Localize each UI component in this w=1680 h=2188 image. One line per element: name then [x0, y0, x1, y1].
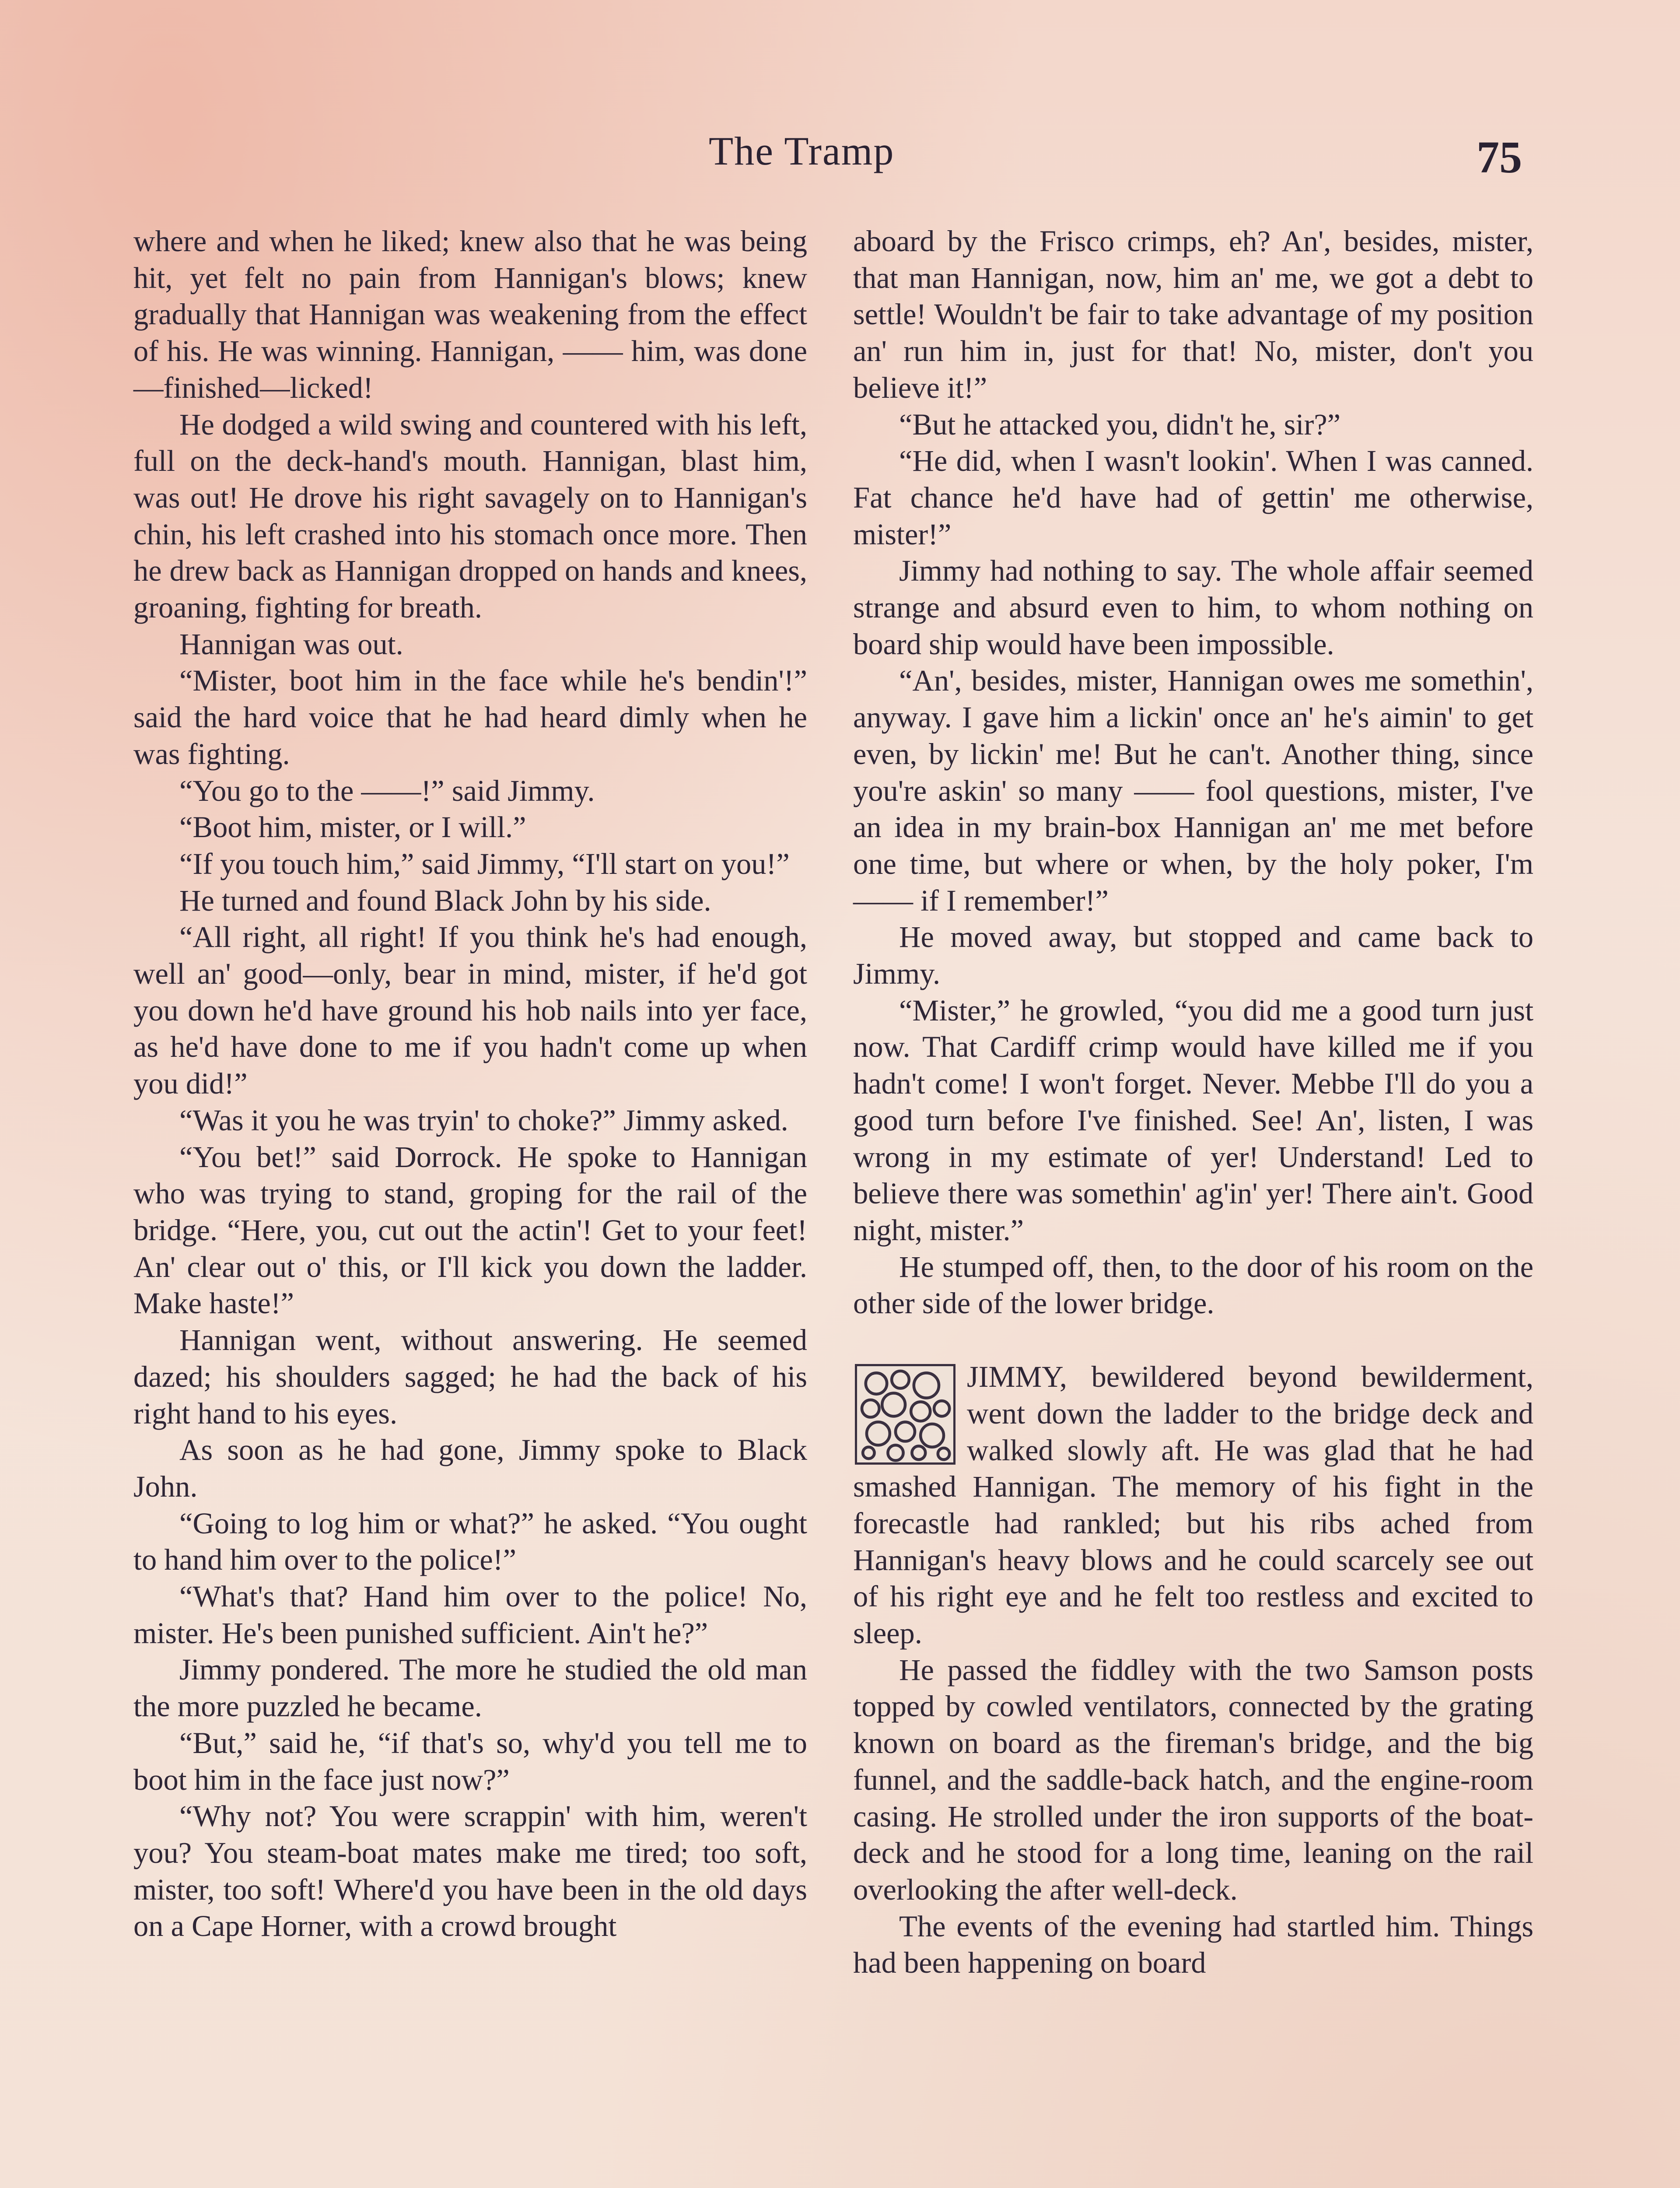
- dropcap-text: JIMMY, bewildered beyond bewilderment, went down the ladder to the bridge deck and walked slowly aft. He was glad that he had smashed Hannigan. The memory of his fight in the forecastle had rankled; but his ribs ached from Hannigan's heavy blows and he could scarcely see out of his right eye and he felt too restless and excited to sleep.: [853, 1360, 1533, 1650]
- paragraph: “Mister, boot him in the face while he's bendin'!” said the hard voice that he had heard dimly when he was fighting.: [133, 664, 807, 771]
- paragraph: He dodged a wild swing and countered with his left, full on the deck-hand's mouth. Hannigan, blast him, was out! He drove his right savagely on to Hannigan's chin, his left crashed into his stomach once more. Then he drew back as Hannigan dropped on hands and knees, groaning, fighting for breath.: [133, 407, 807, 624]
- paragraph: He moved away, but stopped and came back to Jimmy.: [853, 920, 1533, 991]
- paragraph: As soon as he had gone, Jimmy spoke to Black John.: [133, 1433, 807, 1503]
- paragraph: “You bet!” said Dorrock. He spoke to Hannigan who was trying to stand, groping for the rail of the bridge. “Here, you, cut out the actin'! Get to your feet! An' clear out o' this, or I'll kick you down the ladder. Make haste!”: [133, 1140, 807, 1320]
- paragraph: Hannigan went, without answering. He seemed dazed; his shoulders sagged; he had the back of his right hand to his eyes.: [133, 1323, 807, 1430]
- left-column: [133, 223, 807, 1945]
- paragraph: “All right, all right! If you think he's had enough, well an' good—only, bear in mind, mister, if he'd got you down he'd have ground his hob nails into yer face, as he'd have done to me if you hadn't come up when you did!”: [133, 920, 807, 1101]
- paragraph: He turned and found Black John by his side.: [179, 884, 711, 917]
- dropcap-paragraph: [853, 1359, 1533, 1652]
- paragraph: “Boot him, mister, or I will.”: [179, 810, 526, 844]
- paragraph: He passed the fiddley with the two Samson posts topped by cowled ventilators, connected by the grating known on board as the fireman's bridge, and the big funnel, and the saddle-back hatch, and the engine-room casing. He strolled under the iron supports of the boat-deck and he stood for a long time, leaning on the rail overlooking the after well-deck.: [853, 1653, 1533, 1906]
- paragraph: “Mister,” he growled, “you did me a good turn just now. That Cardiff crimp would have killed me if you hadn't come! I won't forget. Never. Mebbe I'll do you a good turn before I've finished. See! An', listen, I was wrong in my estimate of yer! Understand! Led to believe there was somethin' ag'in' yer! There ain't. Good night, mister.”: [853, 993, 1533, 1247]
- paragraph: “If you touch him,” said Jimmy, “I'll start on you!”: [179, 847, 790, 880]
- paragraph: “But he attacked you, didn't he, sir?”: [899, 407, 1341, 441]
- paragraph: “But,” said he, “if that's so, why'd you tell me to boot him in the face just now?”: [133, 1726, 807, 1796]
- paragraph: aboard by the Frisco crimps, eh? An', besides, mister, that man Hannigan, now, him an' me, we got a debt to settle! Wouldn't be fair to take advantage of my position an' run him in, just for that! No, mister, don't you believe it!”: [853, 224, 1533, 404]
- paragraph: He stumped off, then, to the door of his room on the other side of the lower bridge.: [853, 1250, 1533, 1320]
- paragraph: “Was it you he was tryin' to choke?” Jimmy asked.: [179, 1103, 788, 1137]
- section-break: [853, 1322, 1533, 1359]
- page-number: 75: [1477, 132, 1522, 182]
- paragraph: “He did, when I wasn't lookin'. When I was canned. Fat chance he'd have had of gettin' me otherwise, mister!”: [853, 444, 1533, 551]
- right-column: [853, 223, 1533, 1981]
- paragraph: The events of the evening had startled him. Things had been happening on board: [853, 1909, 1533, 1980]
- paragraph: Jimmy pondered. The more he studied the old man the more puzzled he became.: [133, 1653, 807, 1723]
- paragraph: “What's that? Hand him over to the police! No, mister. He's been punished sufficient. Ain't he?”: [133, 1580, 807, 1650]
- ornamental-initial-icon: [855, 1364, 956, 1465]
- paragraph: Hannigan was out.: [179, 627, 403, 661]
- paragraph: “Going to log him or what?” he asked. “You ought to hand him over to the police!”: [133, 1506, 807, 1577]
- paragraph: “You go to the ——!” said Jimmy.: [179, 774, 595, 807]
- paragraph: Jimmy had nothing to say. The whole affair seemed strange and absurd even to him, to whom nothing on board ship would have been impossible.: [853, 554, 1533, 661]
- paragraph: where and when he liked; knew also that he was being hit, yet felt no pain from Hannigan's blows; knew gradually that Hannigan was weakening from the effect of his. He was winning. Hannigan, —— him, was done—finished—licked!: [133, 224, 807, 404]
- paragraph: “An', besides, mister, Hannigan owes me somethin', anyway. I gave him a lickin' once an' he's aimin' to get even, by lickin' me! But he can't. Another thing, since you're askin' so many —— fool questions, mister, I've an idea in my brain-box Hannigan an' me met before one time, but where or when, by the holy poker, I'm —— if I remember!”: [853, 664, 1533, 917]
- running-head: The Tramp: [709, 129, 895, 173]
- paragraph: “Why not? You were scrappin' with him, weren't you? You steam-boat mates make me tired; too soft, mister, too soft! Where'd you have been in the old days on a Cape Horner, with a crowd brought: [133, 1799, 807, 1943]
